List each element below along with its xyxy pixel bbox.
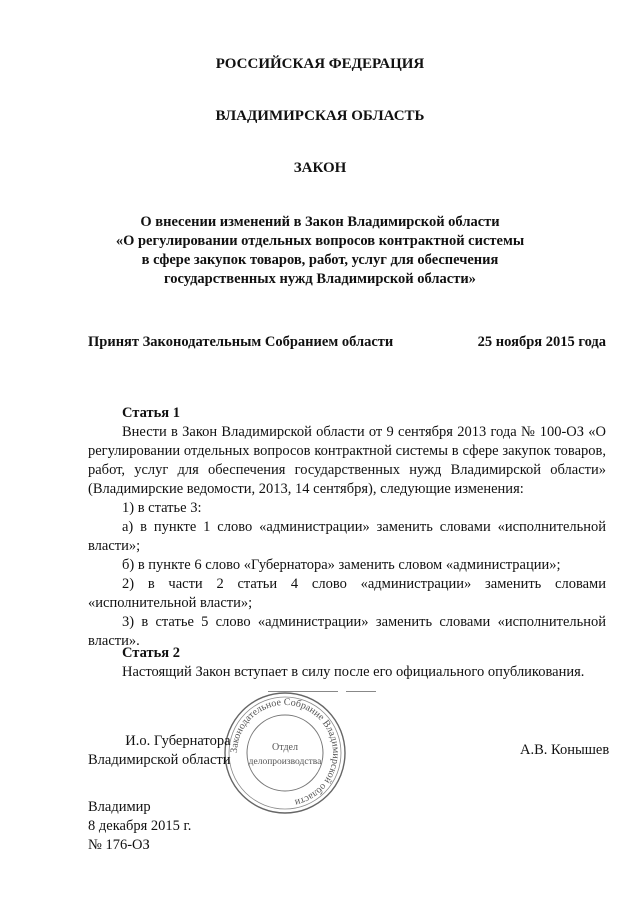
header-doc-type: ЗАКОН (293, 160, 347, 176)
place-date-number (88, 798, 191, 855)
article-1-item-3: 3) в статье 5 слово «администрации» заменить словами «исполнительной власти». (88, 614, 606, 649)
article-2-text: Настоящий Закон вступает в силу после его официального опубликования. (122, 664, 585, 680)
stamp-ring-text: Законодательное Собрание Владимирской области (228, 696, 342, 808)
stamp-dash (346, 691, 376, 692)
header-region: ВЛАДИМИРСКАЯ ОБЛАСТЬ (215, 108, 425, 124)
signatory-position (88, 732, 231, 770)
article-1-item-2: 2) в части 2 статьи 4 слово «администрации» заменить словами «исполнительной власти»; (88, 576, 606, 611)
article-2-heading: Статья 2 (122, 645, 180, 661)
signatory-name: А.В. Конышев (520, 742, 610, 758)
adoption-date: 25 ноября 2015 года (477, 334, 606, 350)
signatory-position-line: И.о. Губернатора (125, 733, 231, 749)
article-1-item-1: 1) в статье 3: (122, 500, 202, 516)
law-title-line: «О регулировании отдельных вопросов контрактной системы (115, 233, 525, 249)
header-federation: РОССИЙСКАЯ ФЕДЕРАЦИЯ (215, 56, 425, 72)
stamp-center-line1: Отдел (272, 742, 298, 753)
signatory-position-line: Владимирской области (88, 752, 231, 768)
law-title-line: О внесении изменений в Закон Владимирской области (140, 214, 500, 230)
adoption-line (88, 334, 606, 351)
adoption-text: Принят Законодательным Собранием области (88, 334, 394, 350)
place-date: 8 декабря 2015 г. (88, 818, 192, 834)
article-1-heading: Статья 1 (122, 405, 180, 421)
stamp-center-line2: делопроизводства (248, 757, 322, 767)
law-title (0, 213, 640, 289)
law-title-line: государственных нужд Владимирской области» (164, 271, 476, 287)
law-number: № 176-ОЗ (88, 837, 150, 853)
official-stamp (222, 690, 348, 816)
article-1-item-1a: а) в пункте 1 слово «администрации» заменить словами «исполнительной власти»; (88, 519, 606, 554)
law-title-line: в сфере закупок товаров, работ, услуг для обеспечения (141, 252, 499, 268)
place-city: Владимир (88, 799, 151, 815)
article-1-intro: Внести в Закон Владимирской области от 9 сентября 2013 года № 100-ОЗ «О регулировании отдельных вопросов контрактной системы в сфере закупок товаров, работ, услуг для обеспечения государственных нужд Владимирской области» (Владимирские ведомости, 2013, 14 сентября), следующие изменения: (88, 424, 606, 497)
article-2 (88, 644, 606, 682)
article-1 (88, 404, 606, 651)
article-1-item-1b: б) в пункте 6 слово «Губернатора» заменить словом «администрации»; (122, 557, 561, 573)
